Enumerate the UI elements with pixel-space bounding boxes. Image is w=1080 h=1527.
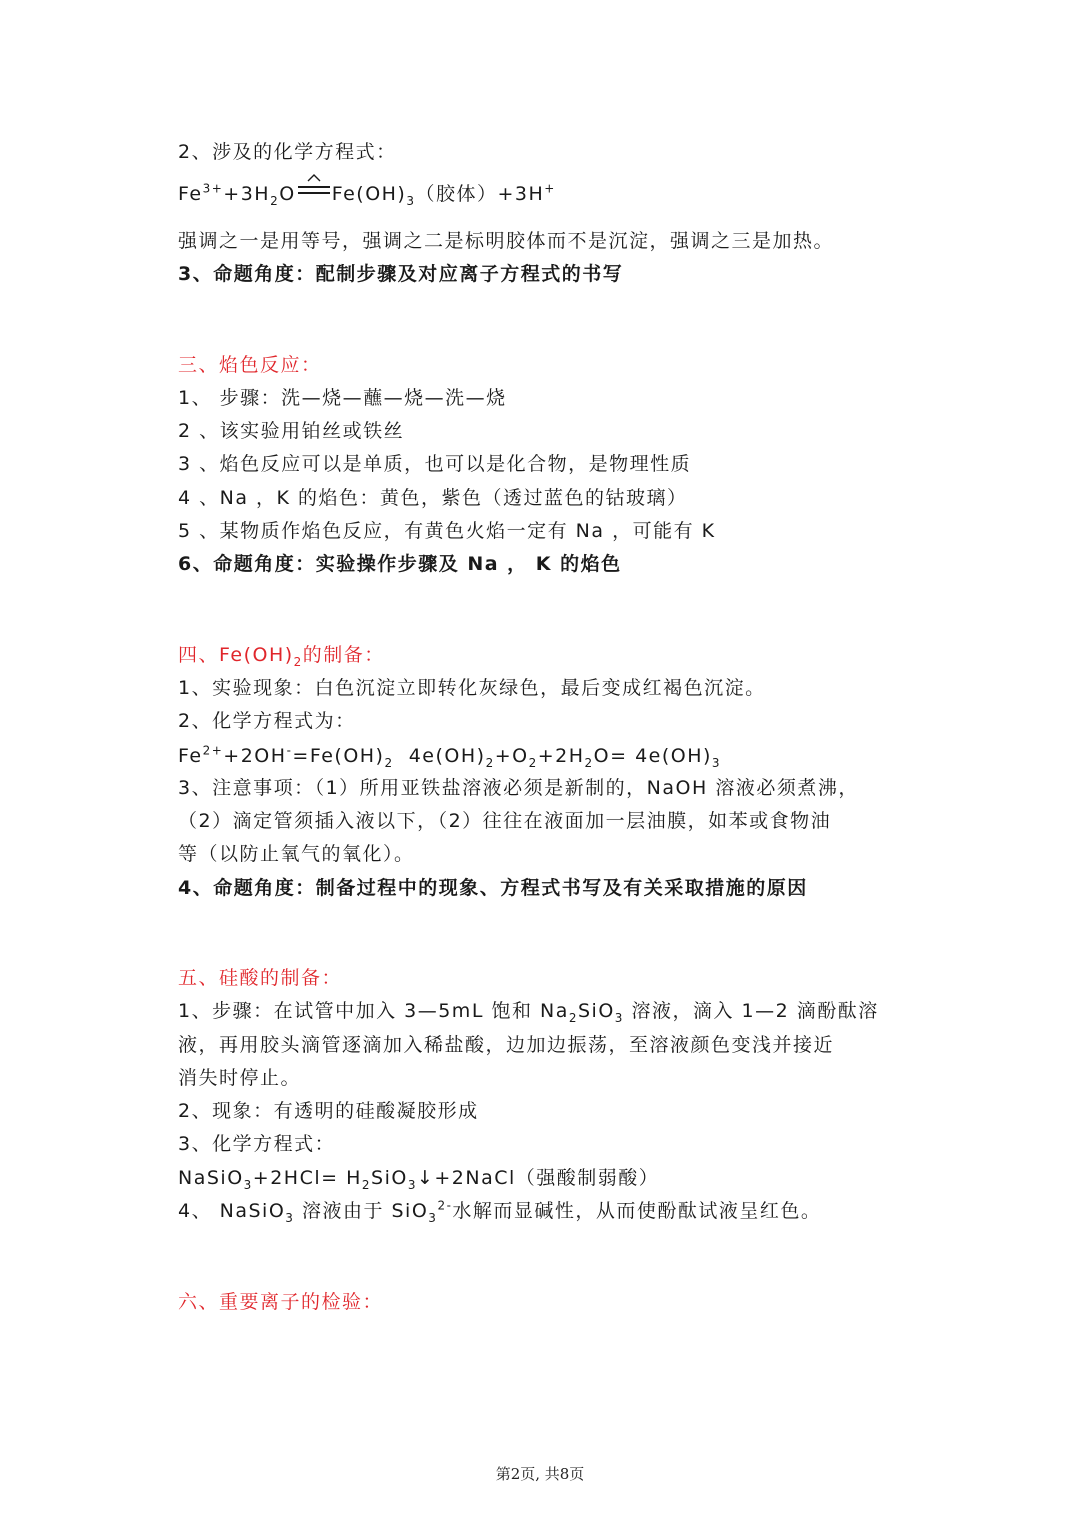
s2-equation: $Fe^{3+}+3H_2O$ $Fe(OH)_3$（胶体）+3H+ [178,181,556,207]
s4-line-4: 4、命题角度：制备过程中的现象、方程式书写及有关采取措施的原因 [178,877,808,899]
s4-title: 四、$Fe(OH)_2$的制备： [178,644,385,669]
heating-equals-icon [298,182,330,202]
s2-item3: 3、命题角度：配制步骤及对应离子方程式的书写 [178,263,624,285]
s5-line-1c: 消失时停止。 [178,1067,302,1089]
s5-line-1a: 1、步骤：在试管中加入 3—5mL 饱和 $Na_2SiO_3$ 溶液，滴入 1—2 滴酚酞溶 [178,1000,879,1025]
s3-line-3: 3 、焰色反应可以是单质，也可以是化合物，是物理性质 [178,453,692,475]
s4-equation: $Fe^{2+}+2OH^-=Fe(OH)_2$ $4e(OH)_2+O_2+2H_2O= 4e(OH)_3$ [178,743,722,770]
s5-line-3: 3、化学方程式： [178,1133,336,1155]
s6-title: 六、重要离子的检验： [178,1291,384,1313]
s2-item2-heading: 2、涉及的化学方程式： [178,141,397,163]
page-footer: 第2页, 共8页 [495,1465,585,1483]
s4-line-3b: （2）滴定管须插入液以下，（2）往往在液面加一层油膜，如苯或食物油 [178,810,832,832]
s5-equation: NaSiO$_3$+2HCl= $H_2SiO_3↓+2NaCl$（强酸制弱酸） [178,1167,660,1192]
s3-line-2: 2 、该实验用铂丝或铁丝 [178,420,405,442]
s5-line-2: 2、现象：有透明的硅酸凝胶形成 [178,1100,479,1122]
s3-title: 三、焰色反应： [178,354,322,376]
s3-line-1: 1、 步骤：洗—烧—蘸—烧—洗—烧 [178,387,507,409]
s4-line-3c: 等（以防止氧气的氧化）。 [178,843,415,865]
s3-line-5: 5 、某物质作焰色反应，有黄色火焰一定有 Na ，可能有 K [178,520,716,542]
s4-line-3a: 3、注意事项：（1）所用亚铁盐溶液必须是新制的，NaOH 溶液必须煮沸， [178,777,859,799]
s3-line-6: 6、命题角度：实验操作步骤及 Na ， K 的焰色 [178,553,622,575]
s2-note: 强调之一是用等号，强调之二是标明胶体而不是沉淀，强调之三是加热。 [178,230,835,252]
s5-line-4: 4、 NaSiO$_3$ 溶液由于 SiO$_3^{2-}$水解而显碱性，从而使酚酞试液呈红色。 [178,1198,822,1225]
s4-line-2: 2、化学方程式为： [178,710,356,732]
s5-title: 五、硅酸的制备： [178,967,343,989]
s3-line-4: 4 、Na ，K 的焰色：黄色，紫色（透过蓝色的钴玻璃） [178,487,688,509]
s4-line-1: 1、实验现象：白色沉淀立即转化灰绿色，最后变成红褐色沉淀。 [178,677,766,699]
s5-line-1b: 液，再用胶头滴管逐滴加入稀盐酸，边加边振荡，至溶液颜色变浅并接近 [178,1034,835,1056]
